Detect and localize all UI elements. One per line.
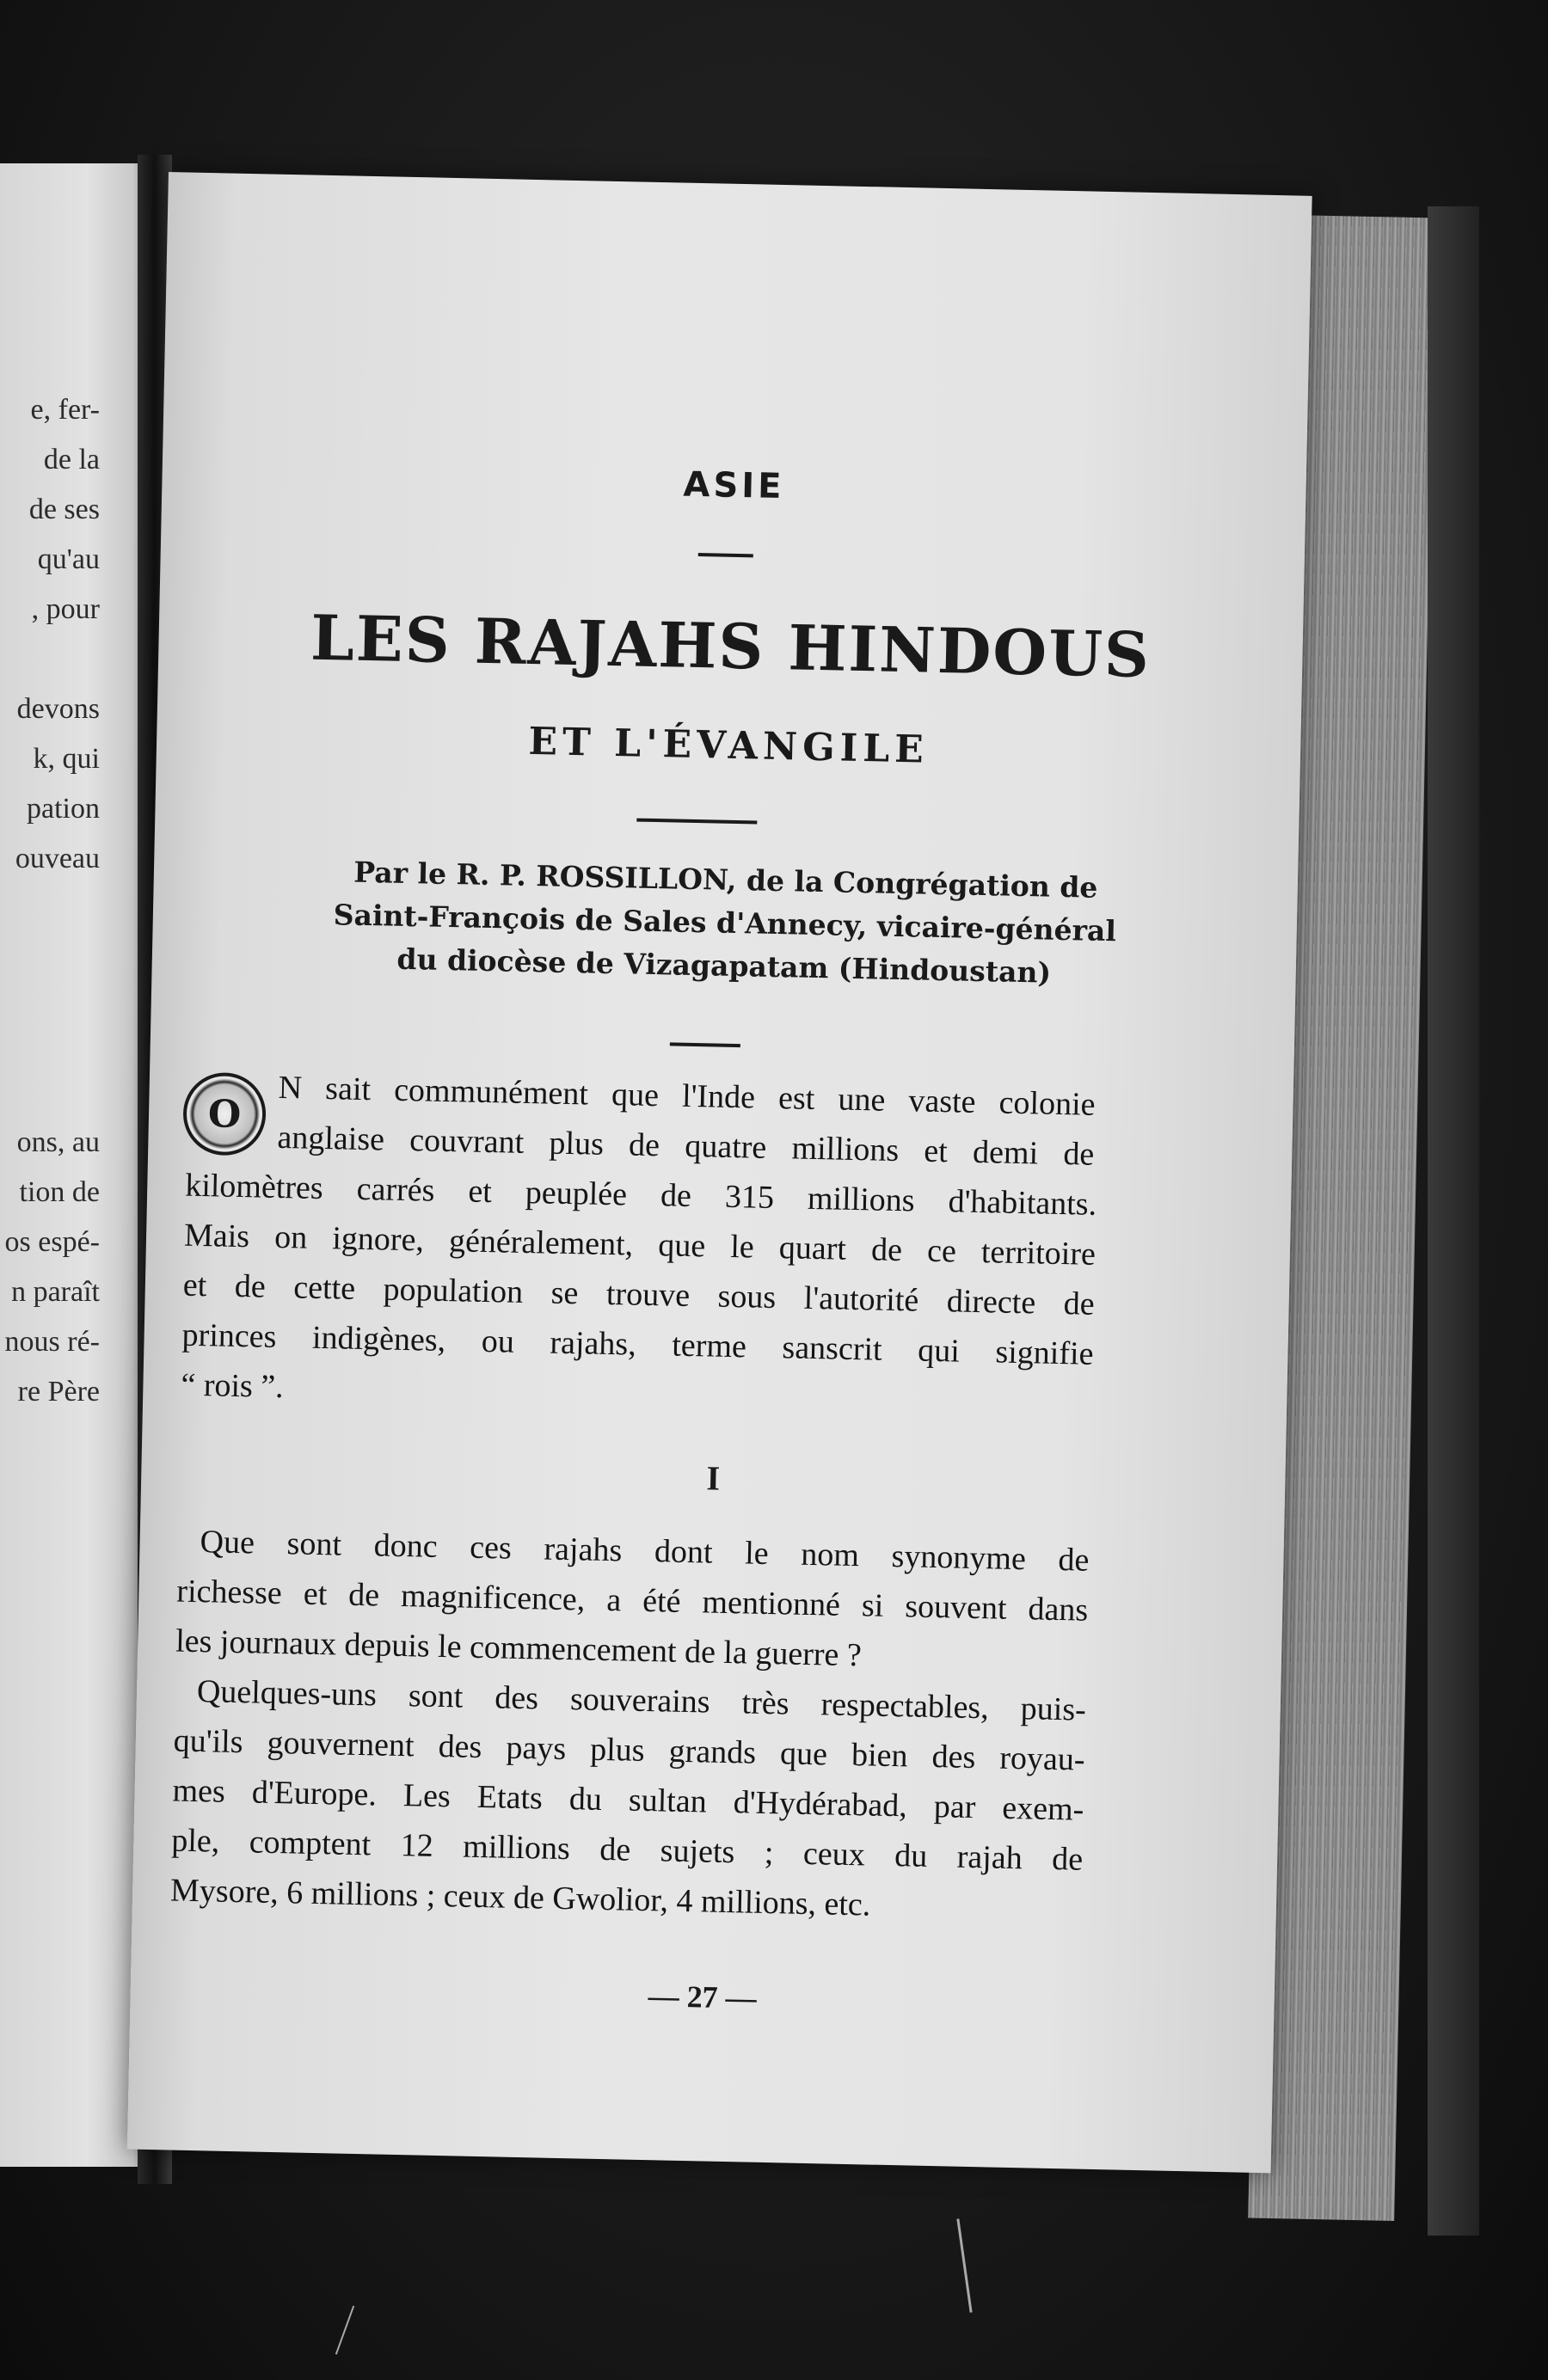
left-page-line: tion de xyxy=(19,1176,100,1208)
left-page-line: ons, au xyxy=(16,1126,100,1158)
previous-page xyxy=(0,163,144,2167)
film-scratch xyxy=(956,2218,972,2312)
paragraph-line: ple, comptent 12 millions de sujets ; ceux du rajah de xyxy=(170,1822,1084,1878)
left-page-line: de la xyxy=(43,444,100,475)
section-number: I xyxy=(706,1458,721,1498)
film-scratch xyxy=(335,2305,354,2354)
left-page-line: re Père xyxy=(17,1376,100,1408)
left-page-line: qu'au xyxy=(37,543,100,575)
article-title: LES RAJAHS HINDOUS xyxy=(310,600,1152,692)
intro-line: princes indigènes, ou rajahs, terme sanscrit qui signifie xyxy=(181,1316,1094,1372)
left-page-line: ouveau xyxy=(15,843,100,874)
intro-line: N sait communément que l'Inde est une vaste colonie xyxy=(278,1069,1096,1123)
book-cover xyxy=(1428,206,1479,2236)
drop-cap-letter: O xyxy=(207,1091,242,1137)
left-page-line: e, fer- xyxy=(30,394,100,426)
paragraph-line: Quelques-uns sont des souverains très respectables, puis- xyxy=(196,1673,1087,1728)
paragraph-line: richesse et de magnificence, a été mentionné si souvent dans xyxy=(175,1573,1089,1629)
intro-line: anglaise couvrant plus de quatre millions et demi de xyxy=(277,1119,1095,1173)
left-page-line: nous ré- xyxy=(4,1326,100,1358)
divider xyxy=(698,553,753,557)
left-page-line: de ses xyxy=(28,494,100,525)
left-page-line: devons xyxy=(16,693,100,725)
drop-cap-ornament xyxy=(182,1072,267,1156)
intro-line: Mais on ignore, généralement, que le quart de ce territoire xyxy=(183,1217,1096,1273)
intro-line: kilomètres carrés et peuplée de 315 millions d'habitants. xyxy=(184,1167,1097,1223)
divider xyxy=(636,819,757,825)
paragraph-line: mes d'Europe. Les Etats du sultan d'Hydérabad, par exem- xyxy=(172,1772,1084,1828)
intro-line: “ rois ”. xyxy=(181,1366,285,1406)
intro-line: et de cette population se trouve sous l'autorité directe de xyxy=(182,1267,1096,1322)
divider xyxy=(670,1042,740,1047)
left-page-line: k, qui xyxy=(33,743,100,775)
article-subtitle: ET L'ÉVANGILE xyxy=(528,719,930,772)
left-page-line: os espé- xyxy=(4,1226,100,1258)
left-page-line: n paraît xyxy=(11,1276,100,1308)
paragraph-line: Mysore, 6 millions ; ceux de Gwolior, 4 millions, etc. xyxy=(169,1872,871,1923)
main-page xyxy=(127,172,1312,2173)
page-number: — 27 — xyxy=(648,1978,758,2015)
section-label: ASIE xyxy=(683,464,785,507)
left-page-line: , pour xyxy=(31,593,100,625)
paragraph-line: Que sont donc ces rajahs dont le nom synonyme de xyxy=(200,1524,1090,1579)
byline-line: Saint-François de Sales d'Annecy, vicaire-général xyxy=(333,898,1117,948)
paragraph-line: qu'ils gouvernent des pays plus grands que bien des royau- xyxy=(173,1722,1085,1778)
byline-line: du diocèse de Vizagapatam (Hindoustan) xyxy=(396,942,1052,990)
byline-line: Par le R. P. ROSSILLON, de la Congrégation de xyxy=(353,855,1098,905)
left-page-line: pation xyxy=(27,793,100,825)
paragraph-line: les journaux depuis le commencement de la guerre ? xyxy=(175,1622,863,1674)
